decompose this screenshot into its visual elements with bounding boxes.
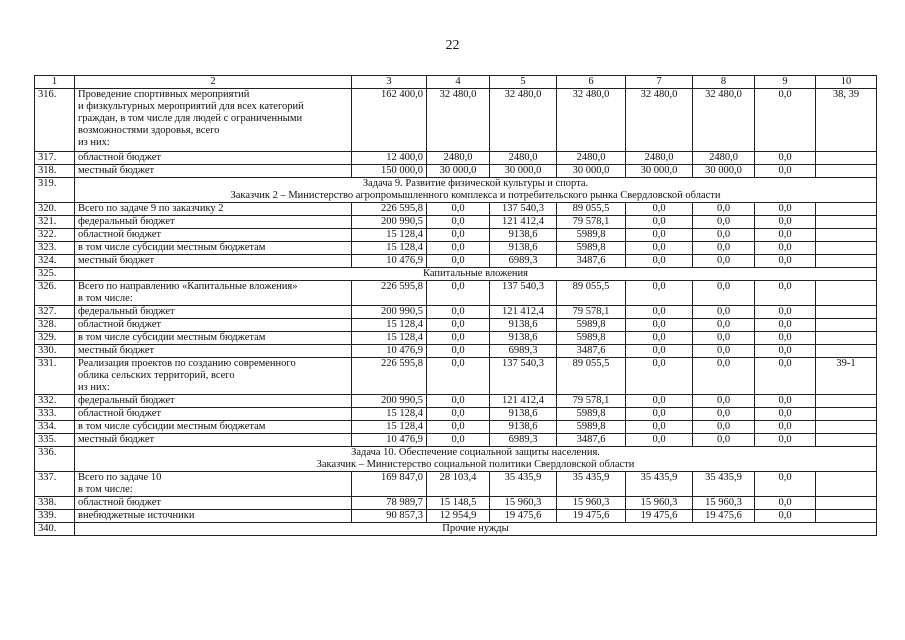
value-cell: 5989,8 bbox=[557, 319, 626, 332]
value-cell: 0,0 bbox=[693, 281, 755, 306]
value-cell: 5989,8 bbox=[557, 332, 626, 345]
value-cell: 0,0 bbox=[427, 408, 490, 421]
value-cell: 0,0 bbox=[755, 242, 816, 255]
value-cell: 0,0 bbox=[755, 319, 816, 332]
value-cell: 0,0 bbox=[755, 345, 816, 358]
value-cell bbox=[816, 255, 877, 268]
value-cell bbox=[816, 281, 877, 306]
value-cell: 0,0 bbox=[755, 165, 816, 178]
table-row bbox=[35, 281, 877, 306]
header-cell: 4 bbox=[427, 76, 490, 89]
header-cell: 5 bbox=[490, 76, 557, 89]
row-number: 337. bbox=[35, 472, 75, 497]
value-cell: 0,0 bbox=[755, 89, 816, 152]
value-cell: 30 000,0 bbox=[626, 165, 693, 178]
header-cell: 7 bbox=[626, 76, 693, 89]
header-row bbox=[35, 76, 877, 89]
value-cell: 0,0 bbox=[755, 255, 816, 268]
value-cell: 0,0 bbox=[626, 421, 693, 434]
section-title: Задача 9. Развитие физической культуры и спорта. Заказчик 2 – Министерство агропромышленного комплекса и потребительского рынка Свердловской области bbox=[75, 178, 877, 203]
value-cell: 0,0 bbox=[755, 306, 816, 319]
value-cell: 0,0 bbox=[755, 434, 816, 447]
value-cell: 0,0 bbox=[427, 395, 490, 408]
row-number: 330. bbox=[35, 345, 75, 358]
row-number: 331. bbox=[35, 358, 75, 395]
row-number: 332. bbox=[35, 395, 75, 408]
row-name: в том числе субсидии местным бюджетам bbox=[75, 242, 352, 255]
value-cell: 0,0 bbox=[755, 421, 816, 434]
value-cell: 79 578,1 bbox=[557, 395, 626, 408]
value-cell: 38, 39 bbox=[816, 89, 877, 152]
value-cell: 9138,6 bbox=[490, 229, 557, 242]
value-cell: 0,0 bbox=[693, 203, 755, 216]
value-cell: 226 595,8 bbox=[352, 358, 427, 395]
value-cell: 5989,8 bbox=[557, 229, 626, 242]
row-number: 322. bbox=[35, 229, 75, 242]
value-cell: 0,0 bbox=[755, 510, 816, 523]
header-cell: 3 bbox=[352, 76, 427, 89]
value-cell: 0,0 bbox=[427, 255, 490, 268]
value-cell: 0,0 bbox=[427, 203, 490, 216]
value-cell: 0,0 bbox=[626, 216, 693, 229]
value-cell: 10 476,9 bbox=[352, 255, 427, 268]
value-cell: 150 000,0 bbox=[352, 165, 427, 178]
value-cell bbox=[816, 421, 877, 434]
row-number: 340. bbox=[35, 523, 75, 536]
row-name: в том числе субсидии местным бюджетам bbox=[75, 332, 352, 345]
value-cell: 32 480,0 bbox=[626, 89, 693, 152]
value-cell: 19 475,6 bbox=[490, 510, 557, 523]
row-number: 327. bbox=[35, 306, 75, 319]
value-cell bbox=[816, 434, 877, 447]
value-cell: 9138,6 bbox=[490, 408, 557, 421]
value-cell: 6989,3 bbox=[490, 255, 557, 268]
value-cell: 0,0 bbox=[427, 306, 490, 319]
value-cell: 0,0 bbox=[693, 358, 755, 395]
section-row bbox=[35, 268, 877, 281]
table-row bbox=[35, 319, 877, 332]
row-name: областной бюджет bbox=[75, 497, 352, 510]
row-number: 326. bbox=[35, 281, 75, 306]
value-cell bbox=[816, 408, 877, 421]
value-cell: 5989,8 bbox=[557, 408, 626, 421]
value-cell: 0,0 bbox=[693, 421, 755, 434]
row-name: местный бюджет bbox=[75, 434, 352, 447]
value-cell: 0,0 bbox=[427, 345, 490, 358]
table-row bbox=[35, 332, 877, 345]
value-cell: 200 990,5 bbox=[352, 216, 427, 229]
value-cell: 12 954,9 bbox=[427, 510, 490, 523]
row-name: местный бюджет bbox=[75, 345, 352, 358]
value-cell: 89 055,5 bbox=[557, 358, 626, 395]
value-cell bbox=[816, 472, 877, 497]
table-row bbox=[35, 216, 877, 229]
row-number: 336. bbox=[35, 447, 75, 472]
value-cell: 0,0 bbox=[755, 216, 816, 229]
value-cell: 0,0 bbox=[626, 255, 693, 268]
value-cell: 19 475,6 bbox=[626, 510, 693, 523]
value-cell: 0,0 bbox=[693, 229, 755, 242]
value-cell: 15 128,4 bbox=[352, 408, 427, 421]
value-cell: 32 480,0 bbox=[557, 89, 626, 152]
budget-table bbox=[34, 75, 877, 536]
value-cell: 0,0 bbox=[755, 152, 816, 165]
table-row bbox=[35, 358, 877, 395]
section-title: Задача 10. Обеспечение социальной защиты населения. Заказчик – Министерство социальной политики Свердловской области bbox=[75, 447, 877, 472]
value-cell: 15 960,3 bbox=[557, 497, 626, 510]
value-cell: 10 476,9 bbox=[352, 434, 427, 447]
value-cell: 0,0 bbox=[427, 319, 490, 332]
value-cell bbox=[816, 152, 877, 165]
row-name: внебюджетные источники bbox=[75, 510, 352, 523]
value-cell: 0,0 bbox=[755, 229, 816, 242]
value-cell: 0,0 bbox=[626, 242, 693, 255]
value-cell: 0,0 bbox=[693, 332, 755, 345]
section-row bbox=[35, 447, 877, 472]
table-row bbox=[35, 242, 877, 255]
value-cell: 3487,6 bbox=[557, 345, 626, 358]
value-cell: 162 400,0 bbox=[352, 89, 427, 152]
row-number: 335. bbox=[35, 434, 75, 447]
value-cell: 2480,0 bbox=[693, 152, 755, 165]
table-row bbox=[35, 89, 877, 152]
value-cell: 30 000,0 bbox=[557, 165, 626, 178]
value-cell: 0,0 bbox=[693, 242, 755, 255]
table-row bbox=[35, 497, 877, 510]
value-cell: 0,0 bbox=[755, 332, 816, 345]
value-cell: 226 595,8 bbox=[352, 281, 427, 306]
value-cell bbox=[816, 216, 877, 229]
table-row bbox=[35, 165, 877, 178]
value-cell: 0,0 bbox=[626, 434, 693, 447]
table-row bbox=[35, 345, 877, 358]
value-cell: 0,0 bbox=[427, 332, 490, 345]
value-cell: 5989,8 bbox=[557, 421, 626, 434]
value-cell: 2480,0 bbox=[557, 152, 626, 165]
row-number: 339. bbox=[35, 510, 75, 523]
value-cell: 9138,6 bbox=[490, 319, 557, 332]
table-row bbox=[35, 255, 877, 268]
value-cell: 200 990,5 bbox=[352, 395, 427, 408]
value-cell: 0,0 bbox=[693, 395, 755, 408]
table-row bbox=[35, 306, 877, 319]
value-cell: 0,0 bbox=[427, 421, 490, 434]
value-cell: 0,0 bbox=[427, 216, 490, 229]
row-number: 328. bbox=[35, 319, 75, 332]
value-cell: 9138,6 bbox=[490, 242, 557, 255]
value-cell: 12 400,0 bbox=[352, 152, 427, 165]
table-row bbox=[35, 229, 877, 242]
table-row bbox=[35, 203, 877, 216]
value-cell: 15 128,4 bbox=[352, 242, 427, 255]
section-row bbox=[35, 523, 877, 536]
value-cell: 0,0 bbox=[755, 281, 816, 306]
value-cell: 0,0 bbox=[693, 255, 755, 268]
value-cell: 35 435,9 bbox=[557, 472, 626, 497]
value-cell: 0,0 bbox=[755, 395, 816, 408]
value-cell: 15 960,3 bbox=[693, 497, 755, 510]
value-cell: 0,0 bbox=[755, 203, 816, 216]
header-cell: 10 bbox=[816, 76, 877, 89]
row-name: областной бюджет bbox=[75, 319, 352, 332]
value-cell: 2480,0 bbox=[490, 152, 557, 165]
value-cell: 0,0 bbox=[693, 434, 755, 447]
row-name: областной бюджет bbox=[75, 229, 352, 242]
row-number: 329. bbox=[35, 332, 75, 345]
row-name: Всего по задаче 10 в том числе: bbox=[75, 472, 352, 497]
value-cell: 15 128,4 bbox=[352, 421, 427, 434]
value-cell: 78 989,7 bbox=[352, 497, 427, 510]
value-cell: 2480,0 bbox=[427, 152, 490, 165]
row-name: местный бюджет bbox=[75, 165, 352, 178]
value-cell: 0,0 bbox=[693, 408, 755, 421]
row-number: 320. bbox=[35, 203, 75, 216]
value-cell: 35 435,9 bbox=[490, 472, 557, 497]
value-cell: 79 578,1 bbox=[557, 306, 626, 319]
value-cell: 90 857,3 bbox=[352, 510, 427, 523]
row-name: федеральный бюджет bbox=[75, 306, 352, 319]
value-cell: 15 128,4 bbox=[352, 229, 427, 242]
value-cell: 137 540,3 bbox=[490, 203, 557, 216]
table-row bbox=[35, 434, 877, 447]
value-cell: 89 055,5 bbox=[557, 281, 626, 306]
section-title: Капитальные вложения bbox=[75, 268, 877, 281]
value-cell: 32 480,0 bbox=[427, 89, 490, 152]
row-name: федеральный бюджет bbox=[75, 395, 352, 408]
section-title: Прочие нужды bbox=[75, 523, 877, 536]
value-cell bbox=[816, 497, 877, 510]
row-name: областной бюджет bbox=[75, 408, 352, 421]
value-cell: 35 435,9 bbox=[693, 472, 755, 497]
header-cell: 6 bbox=[557, 76, 626, 89]
value-cell: 9138,6 bbox=[490, 421, 557, 434]
table-row bbox=[35, 152, 877, 165]
value-cell bbox=[816, 229, 877, 242]
row-name: Реализация проектов по созданию современного облика сельских территорий, всего из них: bbox=[75, 358, 352, 395]
value-cell: 0,0 bbox=[626, 395, 693, 408]
value-cell: 30 000,0 bbox=[427, 165, 490, 178]
row-name: Всего по направлению «Капитальные вложения» в том числе: bbox=[75, 281, 352, 306]
value-cell: 226 595,8 bbox=[352, 203, 427, 216]
value-cell: 32 480,0 bbox=[490, 89, 557, 152]
value-cell: 28 103,4 bbox=[427, 472, 490, 497]
value-cell: 30 000,0 bbox=[693, 165, 755, 178]
value-cell: 6989,3 bbox=[490, 345, 557, 358]
row-name: федеральный бюджет bbox=[75, 216, 352, 229]
value-cell bbox=[816, 203, 877, 216]
value-cell: 15 960,3 bbox=[626, 497, 693, 510]
page-number: 22 bbox=[445, 38, 460, 53]
header-cell: 8 bbox=[693, 76, 755, 89]
row-name: Всего по задаче 9 по заказчику 2 bbox=[75, 203, 352, 216]
value-cell: 9138,6 bbox=[490, 332, 557, 345]
value-cell: 0,0 bbox=[755, 472, 816, 497]
value-cell: 137 540,3 bbox=[490, 358, 557, 395]
value-cell bbox=[816, 319, 877, 332]
row-number: 324. bbox=[35, 255, 75, 268]
row-number: 316. bbox=[35, 89, 75, 152]
value-cell: 0,0 bbox=[626, 229, 693, 242]
value-cell: 0,0 bbox=[755, 497, 816, 510]
value-cell: 15 148,5 bbox=[427, 497, 490, 510]
value-cell: 15 960,3 bbox=[490, 497, 557, 510]
value-cell: 15 128,4 bbox=[352, 332, 427, 345]
value-cell: 0,0 bbox=[755, 358, 816, 395]
value-cell bbox=[816, 242, 877, 255]
value-cell: 39-1 bbox=[816, 358, 877, 395]
value-cell: 0,0 bbox=[693, 216, 755, 229]
value-cell: 0,0 bbox=[427, 434, 490, 447]
value-cell bbox=[816, 306, 877, 319]
value-cell: 89 055,5 bbox=[557, 203, 626, 216]
value-cell: 0,0 bbox=[755, 408, 816, 421]
table-row bbox=[35, 408, 877, 421]
row-number: 319. bbox=[35, 178, 75, 203]
row-name: местный бюджет bbox=[75, 255, 352, 268]
table-row bbox=[35, 510, 877, 523]
section-row bbox=[35, 178, 877, 203]
value-cell: 3487,6 bbox=[557, 255, 626, 268]
value-cell: 121 412,4 bbox=[490, 306, 557, 319]
row-name: областной бюджет bbox=[75, 152, 352, 165]
value-cell: 15 128,4 bbox=[352, 319, 427, 332]
value-cell: 121 412,4 bbox=[490, 395, 557, 408]
value-cell: 0,0 bbox=[626, 358, 693, 395]
row-number: 318. bbox=[35, 165, 75, 178]
row-number: 333. bbox=[35, 408, 75, 421]
header-cell: 1 bbox=[35, 76, 75, 89]
value-cell: 0,0 bbox=[693, 345, 755, 358]
value-cell: 5989,8 bbox=[557, 242, 626, 255]
value-cell: 0,0 bbox=[626, 332, 693, 345]
value-cell bbox=[816, 510, 877, 523]
table-row bbox=[35, 472, 877, 497]
value-cell: 30 000,0 bbox=[490, 165, 557, 178]
value-cell bbox=[816, 165, 877, 178]
value-cell bbox=[816, 395, 877, 408]
value-cell: 0,0 bbox=[626, 408, 693, 421]
value-cell: 0,0 bbox=[626, 319, 693, 332]
header-cell: 2 bbox=[75, 76, 352, 89]
value-cell: 79 578,1 bbox=[557, 216, 626, 229]
value-cell: 32 480,0 bbox=[693, 89, 755, 152]
row-number: 323. bbox=[35, 242, 75, 255]
row-number: 325. bbox=[35, 268, 75, 281]
row-number: 317. bbox=[35, 152, 75, 165]
value-cell: 0,0 bbox=[626, 345, 693, 358]
value-cell: 0,0 bbox=[693, 306, 755, 319]
value-cell: 19 475,6 bbox=[557, 510, 626, 523]
value-cell: 3487,6 bbox=[557, 434, 626, 447]
value-cell: 0,0 bbox=[693, 319, 755, 332]
row-name: Проведение спортивных мероприятий и физкультурных мероприятий для всех категорий граждан, в том числе для людей с ограниченными возможностями здоровья, всего из них: bbox=[75, 89, 352, 152]
value-cell bbox=[816, 345, 877, 358]
value-cell: 0,0 bbox=[427, 281, 490, 306]
row-number: 321. bbox=[35, 216, 75, 229]
table-row bbox=[35, 421, 877, 434]
value-cell: 0,0 bbox=[427, 242, 490, 255]
value-cell: 19 475,6 bbox=[693, 510, 755, 523]
value-cell bbox=[816, 332, 877, 345]
value-cell: 0,0 bbox=[626, 203, 693, 216]
value-cell: 137 540,3 bbox=[490, 281, 557, 306]
value-cell: 0,0 bbox=[427, 229, 490, 242]
value-cell: 121 412,4 bbox=[490, 216, 557, 229]
value-cell: 6989,3 bbox=[490, 434, 557, 447]
table-row bbox=[35, 395, 877, 408]
row-number: 334. bbox=[35, 421, 75, 434]
value-cell: 200 990,5 bbox=[352, 306, 427, 319]
value-cell: 0,0 bbox=[427, 358, 490, 395]
value-cell: 35 435,9 bbox=[626, 472, 693, 497]
row-number: 338. bbox=[35, 497, 75, 510]
value-cell: 0,0 bbox=[626, 281, 693, 306]
value-cell: 10 476,9 bbox=[352, 345, 427, 358]
value-cell: 0,0 bbox=[626, 306, 693, 319]
value-cell: 2480,0 bbox=[626, 152, 693, 165]
header-cell: 9 bbox=[755, 76, 816, 89]
row-name: в том числе субсидии местным бюджетам bbox=[75, 421, 352, 434]
value-cell: 169 847,0 bbox=[352, 472, 427, 497]
